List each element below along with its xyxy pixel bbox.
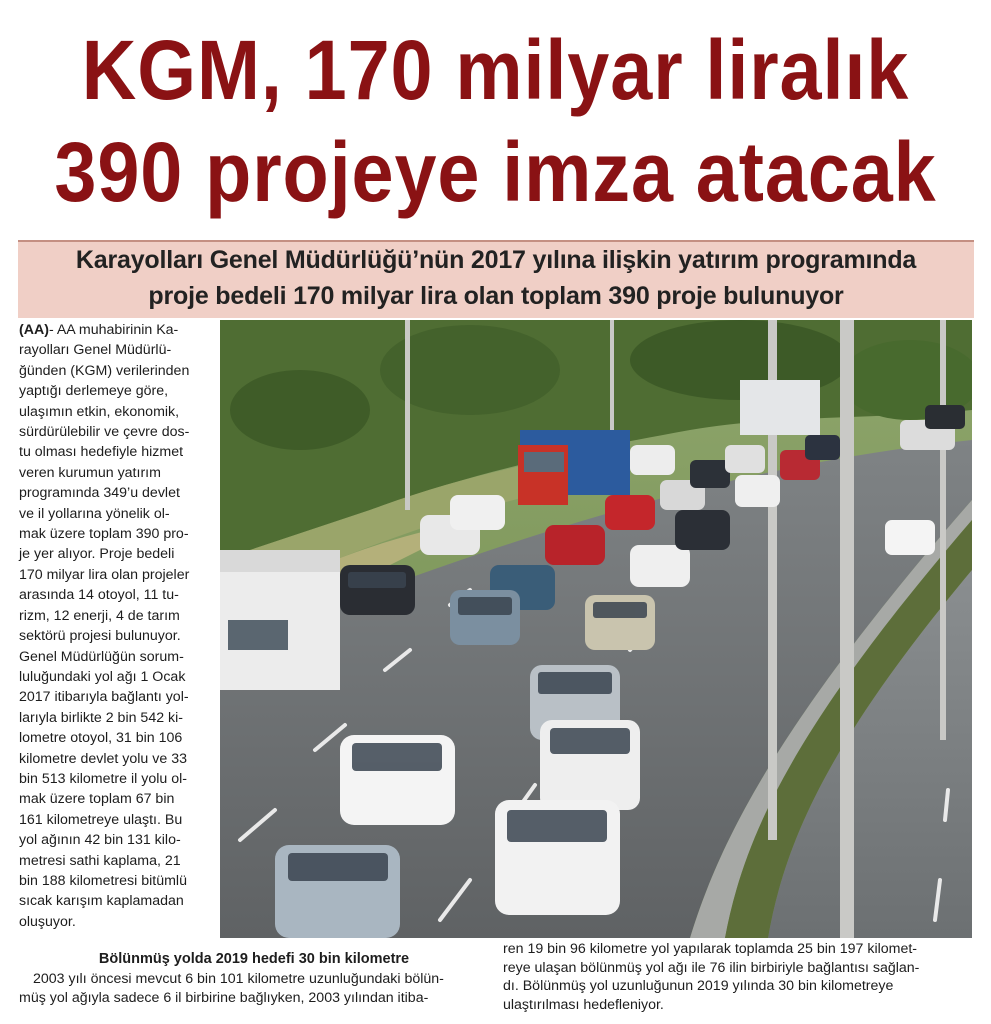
subheadline: [18, 240, 974, 318]
article-line: sektörü projesi bulunuyor.: [19, 628, 181, 645]
article-line: ğünden (KGM) verilerinden: [19, 362, 190, 379]
article-line: 170 milyar lira olan projeler: [19, 566, 190, 583]
article-line: bin 188 kilometresi bitümlü: [19, 872, 187, 889]
section-line: 2003 yılı öncesi mevcut 6 bin 101 kilometre uzunluğundaki bölün-: [33, 971, 444, 987]
article-line: metresi sathi kaplama, 21: [19, 852, 181, 869]
article-body-left-column: [19, 320, 219, 932]
article-line: je yer alıyor. Proje bedeli: [19, 546, 175, 563]
article-line: sıcak karışım kaplamadan: [19, 893, 184, 910]
article-line: mak üzere toplam 390 pro-: [19, 526, 189, 543]
article-line: kilometre devlet yolu ve 33: [19, 750, 187, 767]
headline-line-1: KGM, 170 milyar liralık: [81, 23, 910, 117]
subheadline-line-2: proje bedeli 170 milyar lira olan toplam 390 proje bulunuyor: [148, 282, 844, 310]
article-line: yol ağının 42 bin 131 kilo-: [19, 832, 181, 849]
highway-traffic-photo: [220, 320, 972, 938]
article-line: bin 513 kilometre il yolu ol-: [19, 770, 187, 787]
article-line: Genel Müdürlüğün sorum-: [19, 648, 184, 665]
section-line: dı. Bölünmüş yol uzunluğunun 2019 yılında 30 bin kilometreye: [503, 978, 894, 994]
article-line: yaptığı derlemeye göre,: [19, 383, 169, 400]
article-line: sürdürülebilir ve çevre dos-: [19, 424, 190, 441]
section-body-left-column: [19, 970, 495, 1007]
section-line: ulaştırılması hedefleniyor.: [503, 996, 664, 1013]
article-line: mak üzere toplam 67 bin: [19, 791, 175, 808]
article-line: 2017 itibarıyla bağlantı yol-: [19, 689, 189, 706]
article-line: lometre otoyol, 31 bin 106: [19, 730, 183, 747]
article-line: veren kurumun yatırım: [19, 464, 161, 481]
subheadline-line-1: Karayolları Genel Müdürlüğü’nün 2017 yılına ilişkin yatırım programında: [75, 246, 917, 274]
article-line: 161 kilometreye ulaştı. Bu: [19, 811, 183, 828]
news-agency-source: (AA): [19, 322, 49, 338]
article-line: arasında 14 otoyol, 11 tu-: [19, 587, 179, 604]
article-line: programında 349’u devlet: [19, 485, 180, 502]
article-line: tu olması hedefiyle hizmet: [19, 444, 184, 461]
headline-line-2: 390 projeye imza atacak: [54, 125, 937, 219]
section-body-right-column: [503, 940, 973, 1014]
section-line: müş yol ağıyla sadece 6 il birbirine bağlıyken, 2003 yılından itiba-: [19, 989, 429, 1006]
article-line: luluğundaki yol ağı 1 Ocak: [19, 668, 186, 685]
article-line: - AA muhabirinin Ka-: [48, 322, 179, 338]
article-first-line: [19, 320, 219, 340]
article-line: rizm, 12 enerji, 4 de tarım: [19, 607, 180, 624]
section-subtitle: Bölünmüş yolda 2019 hedefi 30 bin kilometre: [98, 951, 410, 967]
article-line: larıyla birlikte 2 bin 542 ki-: [19, 709, 184, 726]
section-line: reye ulaşan bölünmüş yol ağı ile 76 ilin birbiriyle bağlantısı sağlan-: [503, 959, 920, 976]
section-line: ren 19 bin 96 kilometre yol yapılarak toplamda 25 bin 197 kilomet-: [503, 941, 918, 957]
article-line: rayolları Genel Müdürlü-: [19, 342, 172, 359]
article-line: ve il yollarına yönelik ol-: [19, 505, 170, 522]
article-line: ulaşımın etkin, ekonomik,: [19, 403, 180, 420]
article-line: oluşuyor.: [19, 913, 76, 930]
